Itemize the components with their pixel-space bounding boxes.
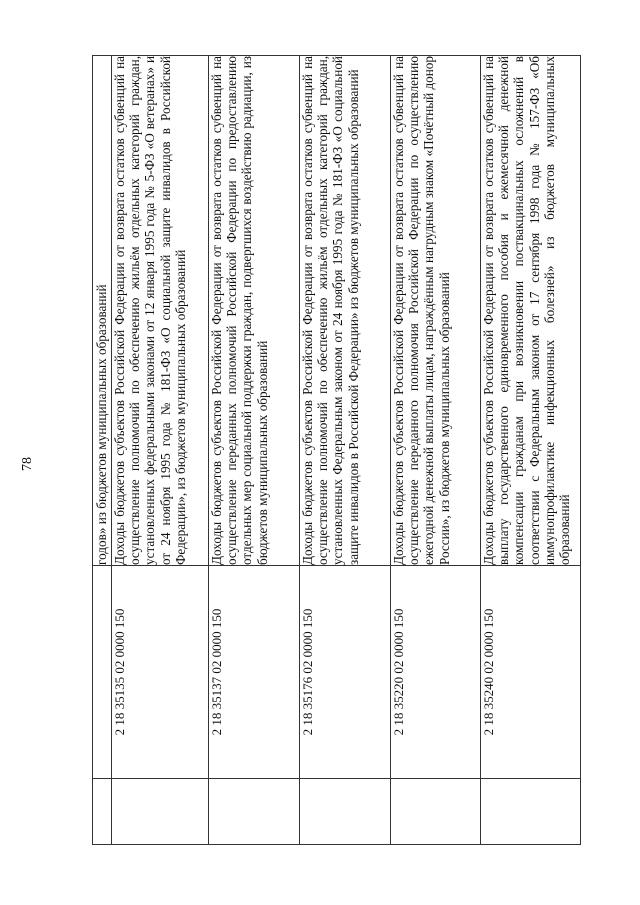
empty-cell — [391, 779, 481, 845]
description-text: Доходы бюджетов субъектов Российской Федерации от возврата остатков субвенций на осуществление переданного полномочия Российской Федерации по осуществлению ежегодной денежной выплаты лицам, награждённым нагрудным знаком «Почётный донор России», из бюджетов муниципальных образований — [391, 56, 452, 565]
empty-cell — [481, 779, 581, 845]
budget-code: 2 18 35135 02 0000 150 — [112, 566, 209, 779]
description-text: Доходы бюджетов субъектов Российской Федерации от возврата остатков субвенций на осуществление полномочий по обеспечению жильём отдельных категорий граждан, установленных Федеральным законом от 24 ноября 1995 года № 181-ФЗ «О социальной защите инвалидов в Российской Федерации» из бюджетов муниципальных образований — [300, 56, 361, 565]
page-number: 78 — [20, 457, 35, 471]
code-cell — [93, 566, 112, 779]
empty-cell — [209, 779, 300, 845]
rotated-table-frame — [92, 55, 578, 845]
row-description — [209, 56, 300, 566]
table-row — [481, 56, 581, 845]
budget-code: 2 18 35240 02 0000 150 — [481, 566, 581, 779]
row-description — [391, 56, 481, 566]
revenue-codes-table — [92, 55, 581, 845]
continuation-text: годов» из бюджетов муниципальных образований — [93, 56, 112, 566]
row-description — [112, 56, 209, 566]
budget-code: 2 18 35176 02 0000 150 — [300, 566, 391, 779]
empty-cell — [112, 779, 209, 845]
budget-code: 2 18 35137 02 0000 150 — [209, 566, 300, 779]
table-row — [300, 56, 391, 845]
table-row — [209, 56, 300, 845]
empty-cell — [300, 779, 391, 845]
revenue-codes-table-container — [92, 55, 578, 845]
table-row — [112, 56, 209, 845]
description-text: Доходы бюджетов субъектов Российской Федерации от возврата остатков субвенций на осуществление полномочий по обеспечению жильём отдельных категорий граждан, установленных федеральными законами от 12 января 1995 года № 5-ФЗ «О ветеранах» и от 24 ноября 1995 года № 181-ФЗ «О социальной защите инвалидов в Российской Федерации», из бюджетов муниципальных образований — [112, 56, 188, 565]
budget-code: 2 18 35220 02 0000 150 — [391, 566, 481, 779]
table-row — [391, 56, 481, 845]
empty-cell — [93, 779, 112, 845]
table-row-continuation — [93, 56, 112, 845]
description-text: Доходы бюджетов субъектов Российской Федерации от возврата остатков субвенций на выплату государственного единовременного пособия и ежемесячной денежной компенсации гражданам при возникновении поствакцинальных осложнений в соответствии с Федеральным законом от 17 сентября 1998 года № 157-ФЗ «Об иммунопрофилактике инфекционных болезней» из бюджетов муниципальных образований — [481, 56, 573, 565]
description-text: Доходы бюджетов субъектов Российской Федерации от возврата остатков субвенций на осуществление переданных полномочий Российской Федерации по предоставлению отдельных мер социальной поддержки граждан, подвергшихся воздействию радиации, из бюджетов муниципальных образований — [209, 56, 270, 565]
row-description — [481, 56, 581, 566]
row-description — [300, 56, 391, 566]
